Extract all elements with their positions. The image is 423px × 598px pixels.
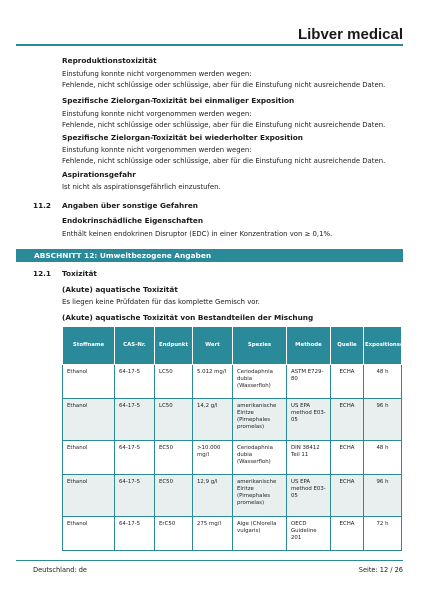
title-divider — [16, 44, 403, 46]
cell-cas: 64-17-5 — [115, 517, 155, 551]
cell-duration: 48 h — [364, 365, 402, 399]
table-row — [63, 365, 402, 399]
cell-value: 5.012 mg/l — [193, 365, 233, 399]
col-header-endpoint: Endpunkt — [155, 327, 193, 365]
cell-source: ECHA — [331, 475, 364, 517]
aquatic-tox-text: Es liegen keine Prüfdaten für das komplette Gemisch vor. — [62, 298, 260, 306]
col-header-duration: Expositionsdauer — [364, 327, 402, 365]
table-row — [63, 399, 402, 441]
footer-country: Deutschland: de — [33, 566, 87, 574]
section-12-title: ABSCHNITT 12: Umweltbezogene Angaben — [34, 251, 212, 260]
cell-method: ASTM E729-80 — [287, 365, 331, 399]
cell-duration: 72 h — [364, 517, 402, 551]
cell-method: US EPA method E03-05 — [287, 399, 331, 441]
col-header-source: Quelle — [331, 327, 364, 365]
stot-single-heading: Spezifische Zielorgan-Toxizität bei einmaliger Exposition — [62, 96, 295, 105]
col-header-method: Methode — [287, 327, 331, 365]
edc-heading: Endokrinschädliche Eigenschaften — [62, 216, 204, 225]
stot-single-line2: Fehlende, nicht schlüssige oder schlüssige, aber für die Einstufung nicht ausreichende Daten. — [62, 121, 386, 129]
cell-method: US EPA method E03-05 — [287, 475, 331, 517]
col-header-cas: CAS-Nr. — [115, 327, 155, 365]
footer-page-number: Seite: 12 / 26 — [358, 566, 403, 574]
table-header-row — [63, 327, 402, 365]
edc-text: Enthält keinen endokrinen Disruptor (EDC) in einer Konzentration von ≥ 0,1%. — [62, 230, 333, 238]
cell-method: DIN 38412 Teil 11 — [287, 441, 331, 475]
cell-substance: Ethanol — [63, 399, 115, 441]
cell-endpoint: ErC50 — [155, 517, 193, 551]
cell-endpoint: EC50 — [155, 441, 193, 475]
cell-species: amerikanische Elritze (Pimephales promelas) — [233, 475, 287, 517]
stot-repeat-line2: Fehlende, nicht schlüssige oder schlüssige, aber für die Einstufung nicht ausreichende Daten. — [62, 157, 386, 165]
cell-species: Ceriodaphnia dubia (Wasserfloh) — [233, 441, 287, 475]
stot-single-line1: Einstufung konnte nicht vorgenommen werden wegen: — [62, 110, 252, 118]
cell-substance: Ethanol — [63, 365, 115, 399]
repro-line1: Einstufung konnte nicht vorgenommen werden wegen: — [62, 70, 252, 78]
cell-endpoint: EC50 — [155, 475, 193, 517]
repro-line2: Fehlende, nicht schlüssige oder schlüssige, aber für die Einstufung nicht ausreichende Daten. — [62, 81, 386, 89]
stot-repeat-heading: Spezifische Zielorgan-Toxizität bei wiederholter Exposition — [62, 133, 303, 142]
cell-cas: 64-17-5 — [115, 441, 155, 475]
cell-substance: Ethanol — [63, 517, 115, 551]
cell-source: ECHA — [331, 441, 364, 475]
cell-substance: Ethanol — [63, 475, 115, 517]
cell-cas: 64-17-5 — [115, 399, 155, 441]
cell-species: Ceriodaphnia dubia (Wasserfloh) — [233, 365, 287, 399]
cell-value: 14,2 g/l — [193, 399, 233, 441]
cell-cas: 64-17-5 — [115, 365, 155, 399]
cell-species: amerikanische Elritze (Pimephales promelas) — [233, 399, 287, 441]
cell-endpoint: LC50 — [155, 399, 193, 441]
stot-repeat-line1: Einstufung konnte nicht vorgenommen werden wegen: — [62, 146, 252, 154]
cell-endpoint: LC50 — [155, 365, 193, 399]
section-12-bar — [16, 249, 403, 262]
cell-species: Alge (Chlorella vulgaris) — [233, 517, 287, 551]
cell-source: ECHA — [331, 365, 364, 399]
repro-heading: Reproduktionstoxizität — [62, 56, 157, 65]
cell-duration: 96 h — [364, 475, 402, 517]
col-header-substance: Stoffname — [63, 327, 115, 365]
cell-source: ECHA — [331, 517, 364, 551]
subsection-number: 11.2 — [33, 201, 52, 210]
col-header-value: Wert — [193, 327, 233, 365]
col-header-species: Spezies — [233, 327, 287, 365]
subsection-heading: Angaben über sonstige Gefahren — [62, 201, 198, 210]
subsection-number: 12.1 — [33, 269, 52, 278]
table-caption: (Akute) aquatische Toxizität von Bestandteilen der Mischung — [62, 313, 314, 322]
cell-method: OECD Guideline 201 — [287, 517, 331, 551]
cell-value: 275 mg/l — [193, 517, 233, 551]
aspiration-line1: Ist nicht als aspirationsgefährlich einzustufen. — [62, 183, 221, 191]
cell-cas: 64-17-5 — [115, 475, 155, 517]
table-row — [63, 441, 402, 475]
page-title: Libver medical — [297, 26, 403, 43]
table-row — [63, 475, 402, 517]
cell-duration: 48 h — [364, 441, 402, 475]
subsection-heading: Toxizität — [62, 269, 97, 278]
aquatic-toxicity-table — [62, 326, 418, 551]
cell-value: 12,9 g/l — [193, 475, 233, 517]
footer-divider — [16, 560, 403, 561]
cell-duration: 96 h — [364, 399, 402, 441]
cell-substance: Ethanol — [63, 441, 115, 475]
aquatic-tox-heading: (Akute) aquatische Toxizität — [62, 285, 178, 294]
cell-source: ECHA — [331, 399, 364, 441]
aspiration-heading: Aspirationsgefahr — [62, 170, 136, 179]
table-row — [63, 517, 402, 551]
cell-value: >10.000 mg/l — [193, 441, 233, 475]
